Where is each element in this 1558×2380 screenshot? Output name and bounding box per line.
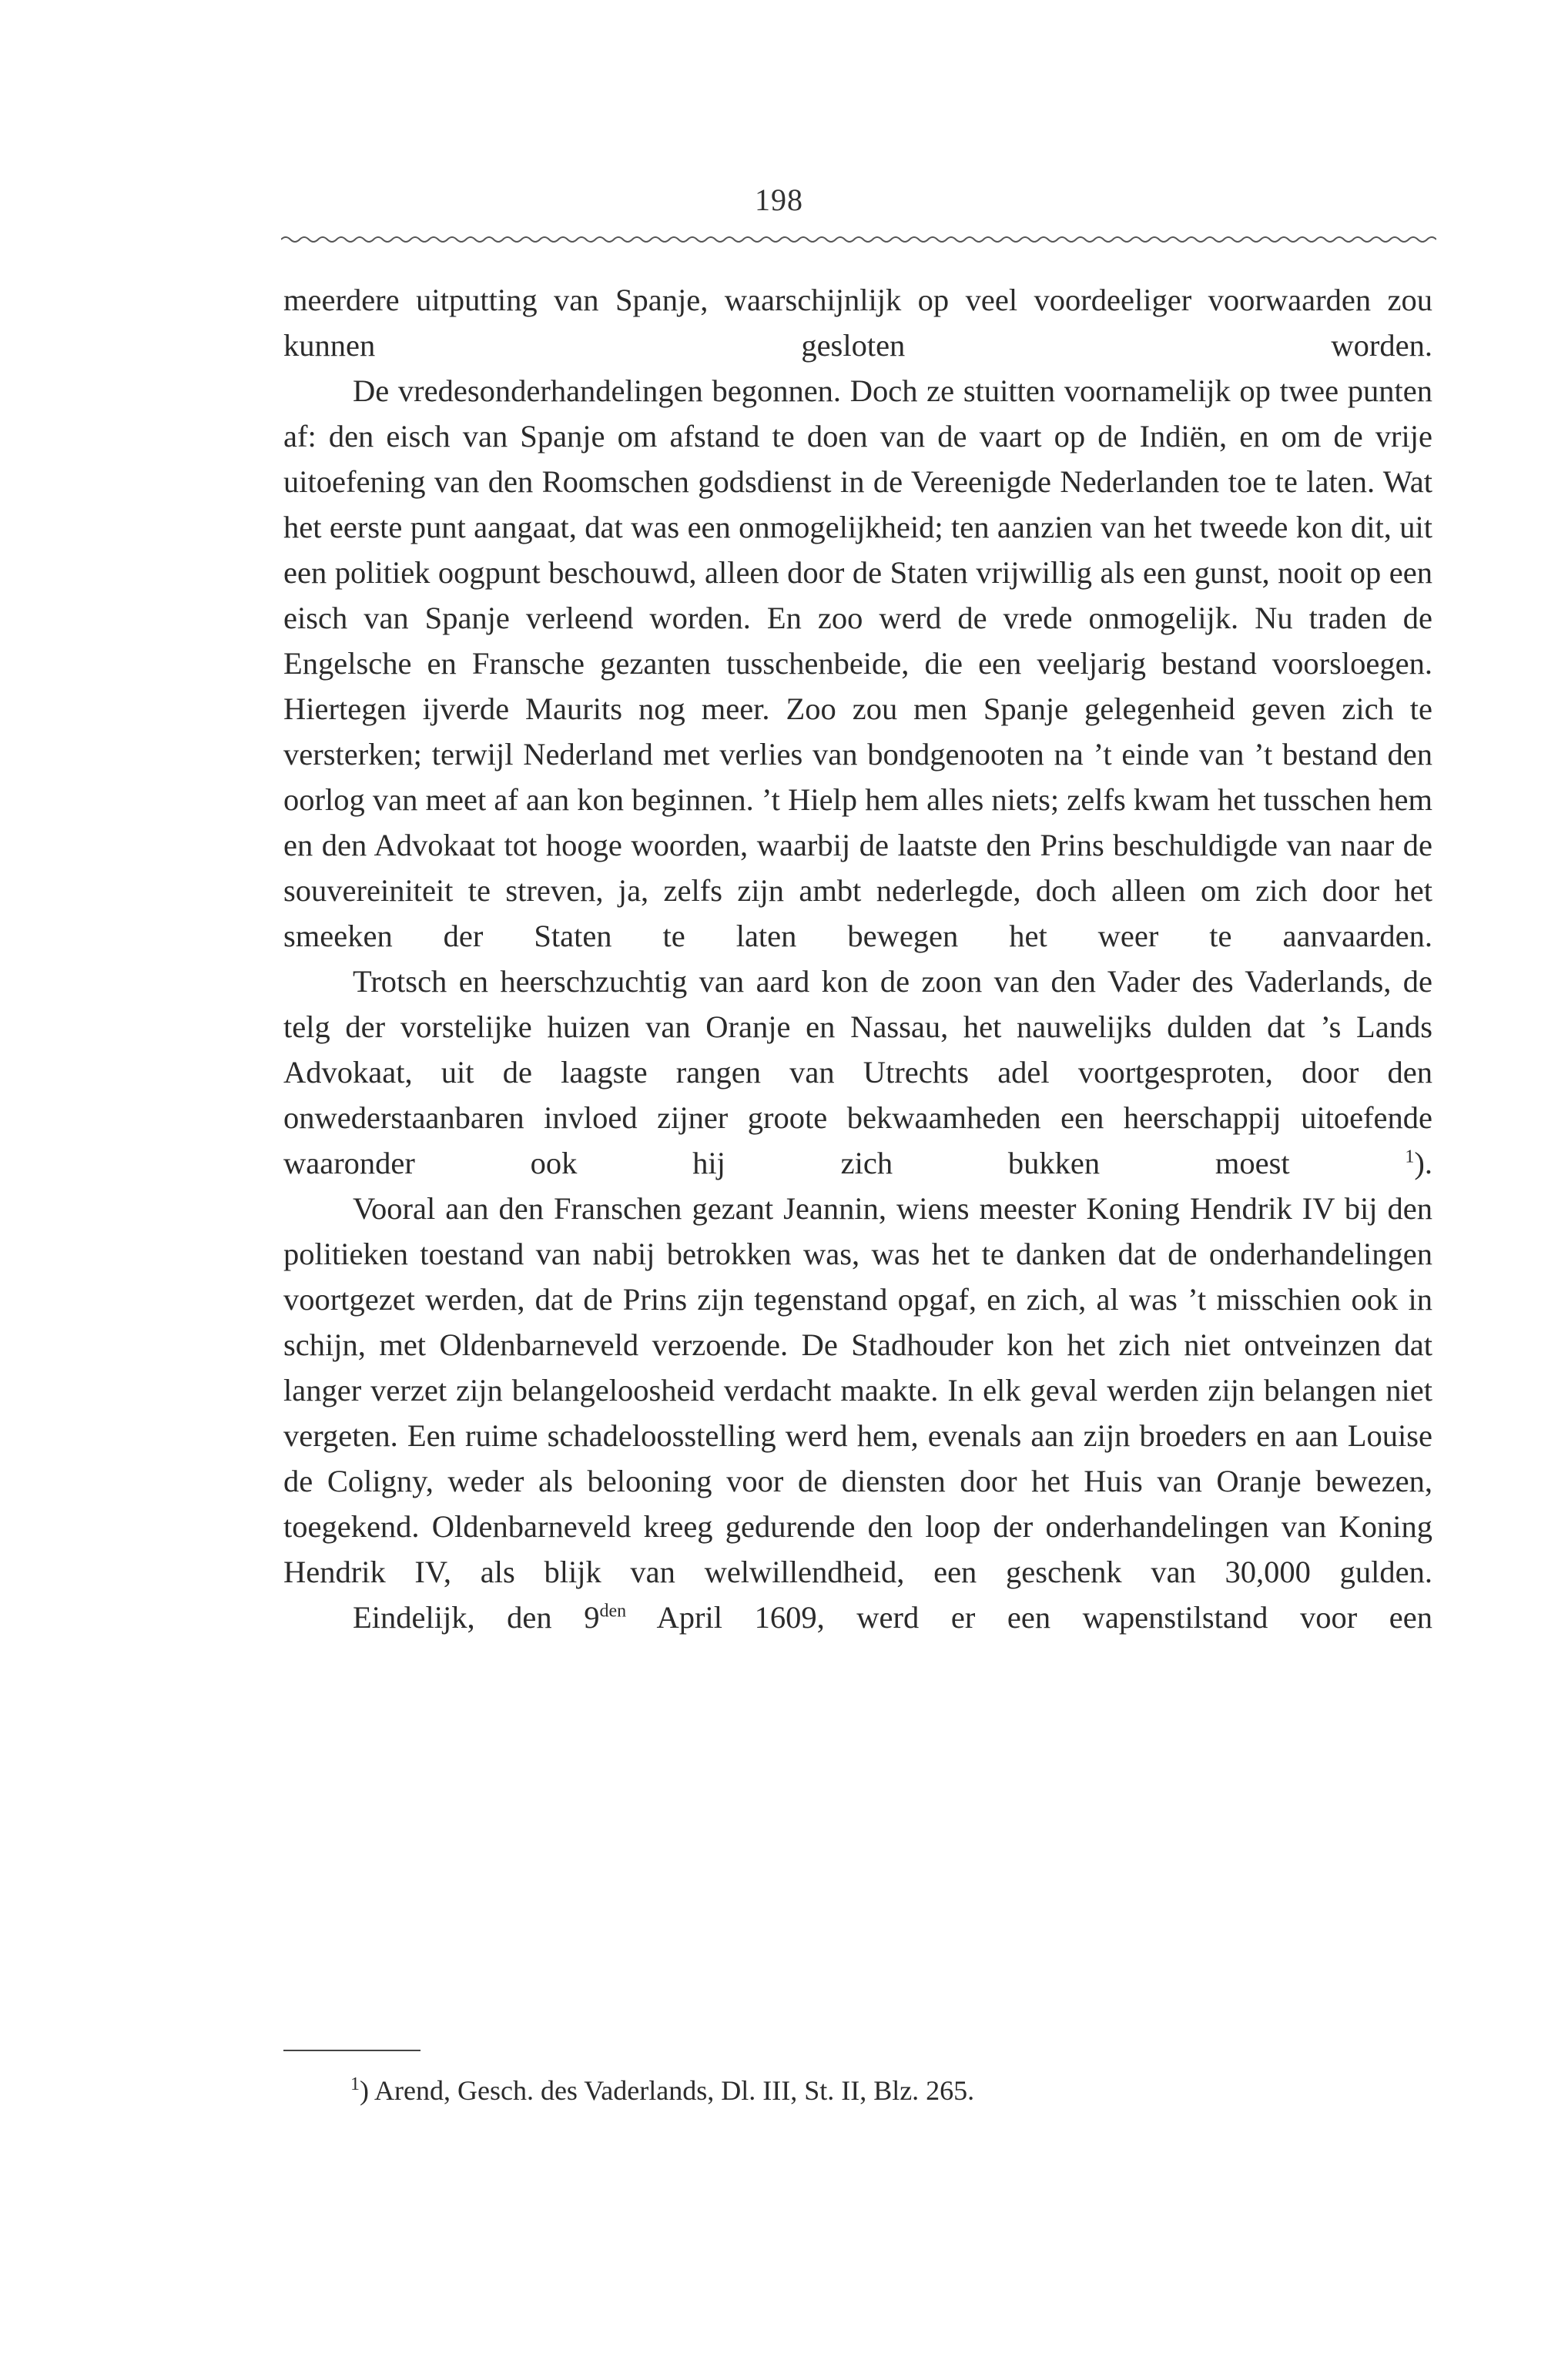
body-text bbox=[283, 277, 1432, 1640]
paragraph-text: meerdere uitputting van Spanje, waarschijnlijk op veel voordeeliger voorwaarden zou kunnen gesloten worden. bbox=[283, 283, 1432, 363]
footnote-divider bbox=[283, 2050, 420, 2051]
paragraph bbox=[283, 959, 1432, 1186]
footnote bbox=[350, 2071, 974, 2110]
paragraph-text: Eindelijk, den 9 bbox=[353, 1600, 600, 1635]
footnote-marker: 1 bbox=[350, 2074, 360, 2094]
paragraph-text: April 1609, werd er een wapenstilstand voor een bbox=[626, 1600, 1432, 1635]
ordinal-suffix: den bbox=[599, 1601, 627, 1622]
paragraph-text-end: ). bbox=[1414, 1146, 1433, 1180]
paragraph-continued bbox=[283, 277, 1432, 368]
paragraph-text: Vooral aan den Franschen gezant Jeannin, wiens meester Koning Hendrik IV bij den politieken toestand van nabij betrokken was, was het te danken dat de onderhandelingen voortgezet werden, dat de Prins zijn tegenstand opgaf, en zich, al was ’t misschien ook in schijn, met Oldenbarneveld verzoende. De Stadhouder kon het zich niet ontveinzen dat langer verzet zijn belangeloosheid verdacht maakte. In elk geval werden zijn belangen niet vergeten. Een ruime schadeloosstelling werd hem, evenals aan zijn broeders en aan Louise de Coligny, weder als belooning voor de diensten door het Huis van Oranje bewezen, toegekend. Oldenbarneveld kreeg gedurende den loop der onderhandelingen van Koning Hendrik IV, als blijk van welwillendheid, een geschenk van 30,000 gulden. bbox=[283, 1191, 1432, 1589]
paragraph bbox=[283, 1186, 1432, 1595]
page-number: 198 bbox=[755, 182, 803, 217]
paragraph bbox=[283, 368, 1432, 959]
paragraph-text: Trotsch en heerschzuchtig van aard kon de zoon van den Vader des Vaderlands, de telg der vorstelijke huizen van Oranje en Nassau, het nauwelijks dulden dat ’s Lands Advokaat, uit de laagste rangen van Utrechts adel voortgesproten, door den onwederstaanbaren invloed zijner groote bekwaamheden een heerschappij uitoefende waaronder ook hij zich bukken moest bbox=[283, 964, 1432, 1180]
header-ornament-rule bbox=[281, 231, 1436, 248]
paragraph-continues bbox=[283, 1595, 1432, 1640]
footnote-text: Arend, Gesch. des Vaderlands, Dl. III, St. II, Blz. 265. bbox=[369, 2075, 975, 2106]
footnote-reference[interactable]: 1 bbox=[1405, 1146, 1415, 1167]
wavy-rule-line bbox=[281, 237, 1436, 242]
footnote-marker-close: ) bbox=[360, 2075, 369, 2106]
paragraph-text: De vredesonderhandelingen begonnen. Doch ze stuitten voornamelijk op twee punten af: den eisch van Spanje om afstand te doen van de vaart op de Indiën, en om de vrije uitoefening van den Roomschen godsdienst in de Vereenigde Nederlanden toe te laten. Wat het eerste punt aangaat, dat was een onmogelijkheid; ten aanzien van het tweede kon dit, uit een politiek oogpunt beschouwd, alleen door de Staten vrijwillig als een gunst, nooit op een eisch van Spanje verleend worden. En zoo werd de vrede onmogelijk. Nu traden de Engelsche en Fransche gezanten tusschenbeide, die een veeljarig bestand voorsloegen. Hiertegen ijverde Maurits nog meer. Zoo zou men Spanje gelegenheid geven zich te versterken; terwijl Nederland met verlies van bondgenooten na ’t einde van ’t bestand den oorlog van meet af aan kon beginnen. ’t Hielp hem alles niets; zelfs kwam het tusschen hem en den Advokaat tot hooge woorden, waarbij de laatste den Prins beschuldigde van naar de souvereiniteit te streven, ja, zelfs zijn ambt nederlegde, doch alleen om zich door het smeeken der Staten te laten bewegen het weer te aanvaarden. bbox=[283, 373, 1432, 953]
